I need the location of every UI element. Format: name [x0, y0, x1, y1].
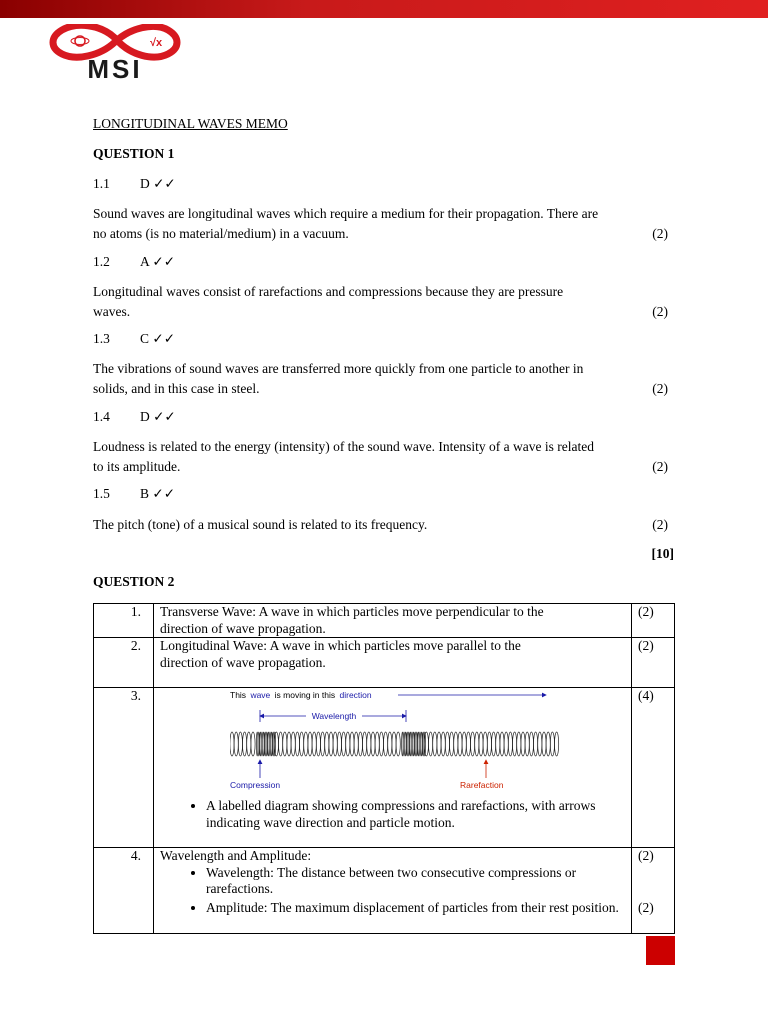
page-title: LONGITUDINAL WAVES MEMO [93, 116, 288, 131]
wave-coil [424, 732, 428, 756]
header-bar [0, 0, 768, 18]
item-answer: D ✓✓ [140, 176, 176, 191]
row-heading: Wavelength and Amplitude: [160, 848, 312, 863]
wave-coil [429, 732, 433, 756]
msi-logo [40, 24, 190, 82]
row-marks: (2) [632, 604, 675, 638]
question-2-heading: QUESTION 2 [93, 574, 175, 589]
wave-coil [243, 732, 247, 756]
wave-coil [337, 732, 341, 756]
wave-coil [462, 732, 466, 756]
wave-coils [230, 732, 559, 756]
wave-coil [433, 732, 437, 756]
wave-coil [542, 732, 546, 756]
wave-coil [367, 732, 371, 756]
wave-coil [445, 732, 449, 756]
wave-coil [300, 732, 304, 756]
wave-coil [500, 732, 504, 756]
wave-coil [251, 732, 255, 756]
wave-coil [283, 732, 287, 756]
wave-coil [466, 732, 470, 756]
wave-coil [471, 732, 475, 756]
row-marks: (2) [632, 638, 675, 688]
explanation-line: The pitch (tone) of a musical sound is related to its frequency. [93, 517, 428, 532]
explanation-line: no atoms (is no material/medium) in a vacuum. [93, 225, 349, 241]
explanation-line: Loudness is related to the energy (intensity) of the sound wave. Intensity of a wave is related [93, 439, 594, 454]
explanation-line: The vibrations of sound waves are transferred more quickly from one particle to another in [93, 361, 584, 376]
wave-coil [333, 732, 337, 756]
rarefaction-label: Rarefaction [460, 780, 504, 790]
wave-coil [517, 732, 521, 756]
wave-coil [479, 732, 483, 756]
wave-coil [329, 732, 333, 756]
item-explanation [93, 359, 675, 398]
item-answer: C ✓✓ [140, 331, 176, 346]
wave-coil [437, 732, 441, 756]
item-answer: A ✓✓ [140, 254, 176, 269]
wave-coil [295, 732, 299, 756]
wave-coil [508, 732, 512, 756]
row-text [154, 848, 632, 934]
question-2-table [93, 603, 675, 934]
row-text-line: Transverse Wave: A wave in which particles move perpendicular to the [160, 604, 544, 619]
table-row [94, 848, 675, 934]
explanation-line: solids, and in this case in steel. [93, 380, 260, 396]
row-text-line: Longitudinal Wave: A wave in which particles move parallel to the [160, 638, 521, 653]
wave-coil [379, 732, 383, 756]
marks: (2) [652, 380, 668, 396]
wave-coil [342, 732, 346, 756]
diagram-caption: This wave is moving in this direction [230, 690, 372, 700]
question-1-total: [10] [651, 546, 674, 561]
bullet-item: • A labelled diagram showing compressions and rarefactions, with arrows indicating wave direction and particle motion. [206, 798, 625, 831]
item-number: 1.3 [93, 331, 110, 346]
wavelength-label: Wavelength [311, 711, 357, 721]
wave-coil [555, 732, 559, 756]
wave-coil [279, 732, 283, 756]
wave-coil [247, 732, 251, 756]
wave-coil [274, 732, 278, 756]
wave-coil [450, 732, 454, 756]
wave-coil [392, 732, 396, 756]
wave-coil [492, 732, 496, 756]
row-number: 1. [94, 604, 154, 638]
item-number: 1.2 [93, 254, 110, 269]
wave-coil [534, 732, 538, 756]
row-marks: (4) [632, 688, 675, 848]
wave-coil [325, 732, 329, 756]
bullet-item: • Amplitude: The maximum displacement of particles from their rest position. [206, 900, 625, 917]
item-answer: D ✓✓ [140, 409, 176, 424]
wave-coil [529, 732, 533, 756]
wave-coil [483, 732, 487, 756]
compression-label: Compression [230, 780, 281, 790]
marks: (2) [638, 900, 654, 915]
marks: (2) [652, 303, 668, 319]
wave-coil [358, 732, 362, 756]
marks: (2) [652, 225, 668, 241]
row-text [154, 638, 632, 688]
wave-coil [238, 732, 242, 756]
table-row [94, 638, 675, 688]
marks: (2) [638, 848, 654, 863]
wave-coil [441, 732, 445, 756]
row-diagram-cell [154, 688, 632, 848]
explanation-line: waves. [93, 303, 131, 319]
row-text [154, 604, 632, 638]
wave-coil [458, 732, 462, 756]
wave-coil [321, 732, 325, 756]
wave-coil [234, 732, 238, 756]
row-marks [632, 848, 675, 934]
item-number: 1.1 [93, 176, 110, 191]
wave-coil [371, 732, 375, 756]
bullet-item: • Wavelength: The distance between two consecutive compressions or rarefactions. [206, 865, 625, 898]
item-explanation [93, 437, 675, 476]
wave-coil [291, 732, 295, 756]
wave-coil [304, 732, 308, 756]
row-text-line: direction of wave propagation. [160, 620, 326, 636]
table-row [94, 688, 675, 848]
explanation-line: Sound waves are longitudinal waves which require a medium for their propagation. There are [93, 206, 599, 221]
row-number: 4. [94, 848, 154, 934]
wave-coil [496, 732, 500, 756]
wave-coil [546, 732, 550, 756]
wave-coil [487, 732, 491, 756]
wave-coil [550, 732, 554, 756]
wave-coil [388, 732, 392, 756]
wave-coil [230, 732, 234, 756]
wave-coil [350, 732, 354, 756]
wave-coil [316, 732, 320, 756]
item-explanation [93, 204, 675, 243]
wave-coil [475, 732, 479, 756]
wave-coil [363, 732, 367, 756]
row-text-line: direction of wave propagation. [160, 654, 326, 670]
wave-coil [396, 732, 400, 756]
item-answer: B ✓✓ [140, 486, 176, 501]
wave-coil [312, 732, 316, 756]
row-number: 2. [94, 638, 154, 688]
item-number: 1.5 [93, 486, 110, 501]
table-row [94, 604, 675, 638]
wave-coil [504, 732, 508, 756]
wave-coil [513, 732, 517, 756]
wave-coil [287, 732, 291, 756]
marks: (2) [652, 517, 668, 532]
marks: (2) [652, 458, 668, 474]
wave-coil [384, 732, 388, 756]
corner-red-square [646, 936, 675, 965]
wave-coil [375, 732, 379, 756]
wave-coil [521, 732, 525, 756]
logo-text: MSI [87, 54, 143, 82]
wave-coil [354, 732, 358, 756]
wave-coil [346, 732, 350, 756]
row-number: 3. [94, 688, 154, 848]
logo-sub: √x [150, 37, 163, 49]
diagram-bullets [160, 798, 625, 831]
explanation-line: to its amplitude. [93, 458, 181, 474]
wave-coil [538, 732, 542, 756]
item-number: 1.4 [93, 409, 110, 424]
wave-coil [454, 732, 458, 756]
item-explanation [93, 515, 675, 535]
wave-coil [525, 732, 529, 756]
question-1-heading: QUESTION 1 [93, 146, 175, 161]
explanation-line: Longitudinal waves consist of rarefactions and compressions because they are pressure [93, 284, 564, 299]
definition-bullets [160, 865, 625, 917]
item-explanation [93, 282, 675, 321]
longitudinal-wave-diagram [230, 688, 560, 792]
wave-coil [308, 732, 312, 756]
